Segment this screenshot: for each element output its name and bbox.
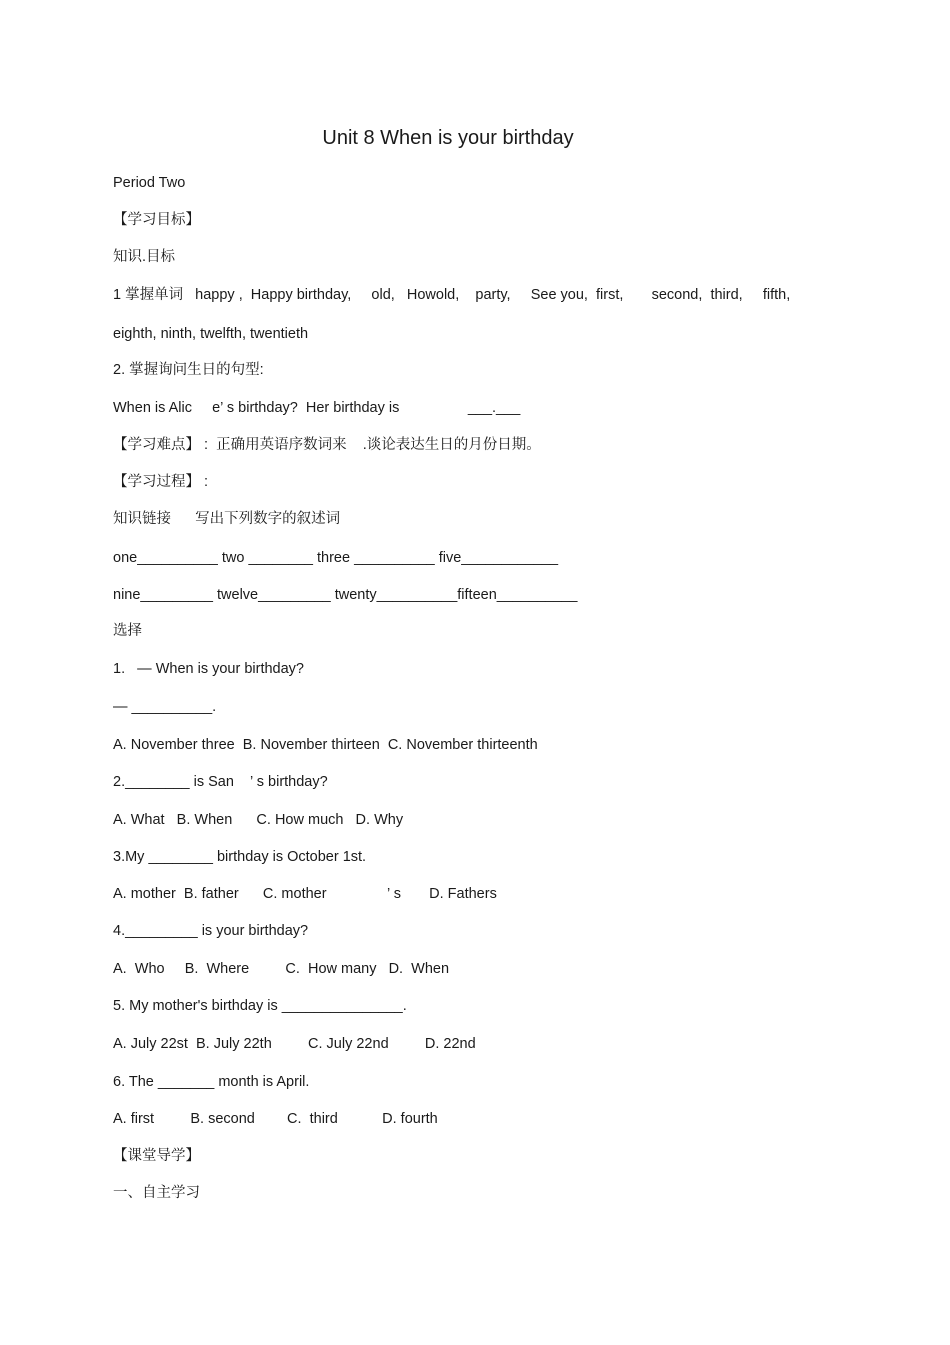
question-2-options: A. What B. When C. How much D. Why <box>113 812 404 828</box>
vocabulary-line-1: 1 掌握单词 happy , Happy birthday, old, Howold, party, See you, first, second, third, fifth, <box>113 287 791 303</box>
knowledge-link-label: 知识链接 写出下列数字的叙述词 <box>113 511 341 527</box>
period-label: Period Two <box>113 175 186 191</box>
question-2: 2.________ is San ’ s birthday? <box>113 774 328 790</box>
section-heading-self-study: 一、自主学习 <box>113 1185 200 1201</box>
question-1: 1. — When is your birthday? <box>113 661 304 677</box>
numbers-fill-line-1: one__________ two ________ three __________ five____________ <box>113 550 559 566</box>
sentence-pattern-label: 2. 掌握询问生日的句型: <box>113 362 264 378</box>
question-3-options: A. mother B. father C. mother ’ s D. Fathers <box>113 886 497 902</box>
question-5: 5. My mother's birthday is _______________. <box>113 998 407 1014</box>
sentence-pattern-example: When is Alic e’ s birthday? Her birthday is ___.___ <box>113 400 521 416</box>
numbers-fill-line-2: nine_________ twelve_________ twenty__________fifteen__________ <box>113 587 578 603</box>
question-6-options: A. first B. second C. third D. fourth <box>113 1111 438 1127</box>
question-6: 6. The _______ month is April. <box>113 1074 310 1090</box>
knowledge-objective-label: 知识.目标 <box>113 249 176 265</box>
vocabulary-line-2: eighth, ninth, twelfth, twentieth <box>113 326 309 342</box>
section-heading-objectives: 【学习目标】 <box>113 212 200 228</box>
question-1-answer-blank: — __________. <box>113 699 217 715</box>
section-heading-difficulties: 【学习难点】 : 正确用英语序数词来 .谈论表达生日的月份日期。 <box>113 437 541 453</box>
question-3: 3.My ________ birthday is October 1st. <box>113 849 367 865</box>
question-4: 4._________ is your birthday? <box>113 923 309 939</box>
section-heading-process: 【学习过程】 : <box>113 474 209 490</box>
page-title: Unit 8 When is your birthday <box>322 127 574 149</box>
question-1-options: A. November three B. November thirteen C. November thirteenth <box>113 737 538 753</box>
question-5-options: A. July 22st B. July 22th C. July 22nd D. 22nd <box>113 1036 476 1052</box>
section-heading-classroom: 【课堂导学】 <box>113 1148 200 1164</box>
question-4-options: A. Who B. Where C. How many D. When <box>113 961 450 977</box>
choice-heading: 选择 <box>113 623 142 639</box>
